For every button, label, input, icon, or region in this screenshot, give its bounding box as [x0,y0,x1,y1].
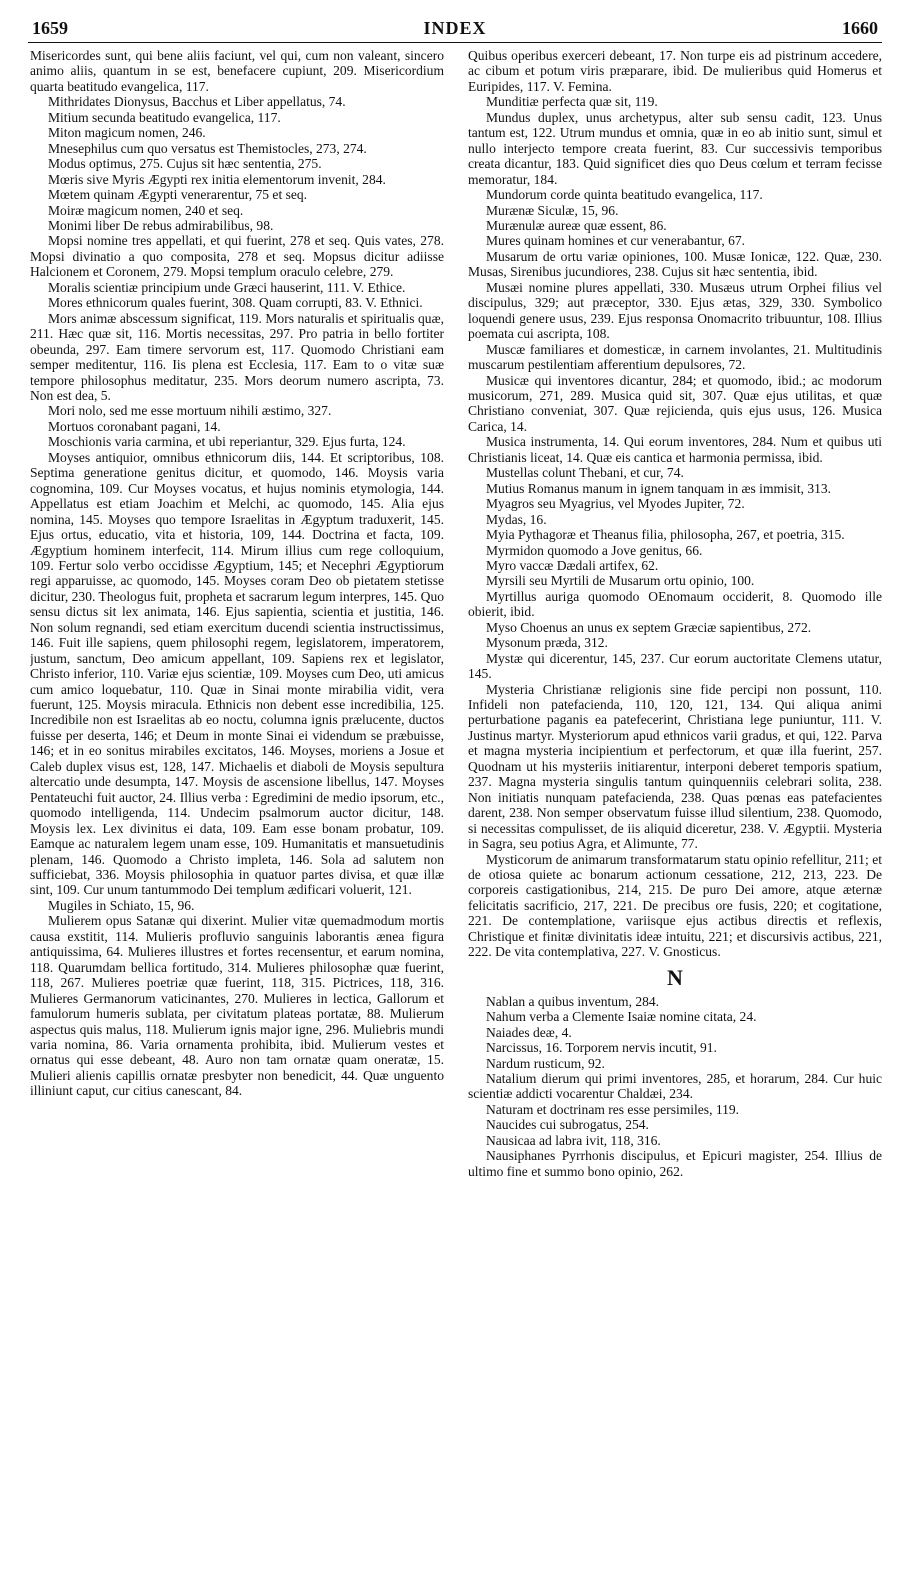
index-entry: Mydas, 16. [486,511,547,527]
index-entry: Nausicaa ad labra ivit, 118, 316. [486,1132,661,1148]
index-entry: Moiræ magicum nomen, 240 et seq. [48,202,244,218]
index-entry: Munditiæ perfecta quæ sit, 119. [486,94,658,110]
index-entry: Mugiles in Schiato, 15, 96. [48,897,195,913]
index-entries-m-continued [468,48,882,960]
index-entry: Mores ethnicorum quales fuerint, 308. Quam corrupti, 83. V. Ethnici. [48,295,423,311]
index-entries-n [468,994,882,1179]
index-entry: Myia Pythagoræ et Theanus filia, philosopha, 267, et poetria, 315. [486,527,845,543]
index-column-left [30,48,444,1573]
index-entry: Myrsili seu Myrtili de Musarum ortu opinio, 100. [486,573,755,589]
index-entry: Quibus operibus exerceri debeant, 17. Non turpe eis ad pistrinum accedere, ac cibum et potum viris præparare, ibid. De mulieribus quid Homerus et Euripides, 117. V. Femina. [468,48,882,94]
section-letter-n: N [667,964,683,990]
index-entry: Moschionis varia carmina, et ubi reperiantur, 329. Ejus furta, 124. [48,434,406,450]
index-entry: Mundorum corde quinta beatitudo evangelica, 117. [486,187,763,203]
index-entry: Mysteria Christianæ religionis sine fide percipi non possunt, 110. Infideli non patefacienda, 110, 120, 121, 134. Qui aliqua animi perturbatione paganis ea patefecerint, Christiana lege puniuntur, 111. V. Justinus martyr. Mysteriorum apud ethnicos varii gradus, et qui, 122. Parva et magna mysteria incipientium et perfectorum, et quæ illa fuerint, 257. Quodnam ut his mysteriis initiarentur, interponi deberet temporis spatium, 237. Magna mysteria singulis tantum quinquenniis celebrari solita, 238. Non initiatis nunquam patefacienda, 238. Quas pœnas eas patefacientes darent, 238. Non semper observatum fuisse illud silentium, 238. Quomodo, si necessitas compulisset, de iis aliquid diceretur, 238. V. Ægyptii. Mysteria in Sagra, seu potius Agra, et Alimunte, 77. [468,681,882,852]
index-entry: Mulierem opus Satanæ qui dixerint. Mulier vitæ quemadmodum mortis causa exstitit, 114. Mulieris profluvio sanguinis laborantis ænea figura antiquissima, 64. Mulieres illustres et fortes recensentur, et earum nomina, 118. Quarumdam bellica fortitudo, 314. Mulieres philosophæ quæ fuerint, 118, 267. Mulieres poetriæ quæ fuerint, 118, 315. Pictrices, 118, 316. Mulieres Germanorum vaticinantes, 270. Mulieres in lectica, Gallorum et famulorum humeris sublata, per civitatum plateas portatæ, 88. Mulierum aspectus quis malus, 118. Mulierum ignis major igne, 296. Muliebris mundi varia nomina, 86. Varia ornamenta prohibita, ibid. Mulierum vestes et ornatus qui esse debeant, 48. Auro non tam ornatæ quam oneratæ, 15. Mulieri alienis capillis ornatæ presbyter non benedicit, 44. Quæ unguento illiniunt caput, cur citius canescant, 84. [30,913,444,1099]
index-entry: Monimi liber De rebus admirabilibus, 98. [48,217,274,233]
index-column-right [468,48,882,1573]
index-entry: Musicæ qui inventores dicantur, 284; et quomodo, ibid.; ac modorum musicorum, 271, 289. Musica quid sit, 307. Quæ ejus utilitas, et quæ Christiano conveniat, 307. Quæ rejicienda, quis ejus usus, 126. Musica Carica, 14. [468,372,882,434]
index-entry: Misericordes sunt, qui bene aliis faciunt, vel qui, cum non valeant, sincero animo aliis, quantum in se est, benefacere cupiunt, 209. Misericordium quarta beatitudo evangelica, 117. [30,48,444,94]
index-entry: Mysticorum de animarum transformatarum statu opinio refellitur, 211; et de otiosa quiete ac bonarum actionum cessatione, 212, 213, 223. De corporeis castigationibus, 214, 215. De puro Dei amore, atque æternæ felicitatis sacrificio, 217, 221. De precibus ore fusis, 220; et cogitatione, 221. De contemplatione, variisque ejus actibus directis et reflexis, Christique et finitæ divinitatis ideæ intuitu, 221; et discursivis actibus, 221, 222. De vita contemplativa, 227. V. Gnosticus. [468,851,882,960]
index-entry: Myagros seu Myagrius, vel Myodes Jupiter, 72. [486,496,745,512]
index-entry: Mundus duplex, unus archetypus, alter sub sensu cadit, 123. Unus tantum est, 122. Utrum mundus et omnia, quæ in eo ab initio sunt, simul et nullo interjecto tempore creata fuerint, 83. Cur successivis temporibus creata dicantur, 183. Quid significet dies quo Deus cœlum et terram fecisse memoratur, 184. [468,109,882,187]
index-entry: Mors animæ abscessum significat, 119. Mors naturalis et spiritualis quæ, 211. Hæc quæ sit, 116. Mortis necessitas, 297. Pro patria in bello fortiter obeunda, 297. Eam timere servorum est, 117. Quomodo Christiani eam semper meditentur, 116. Iis plena est Ecclesia, 117. Eam to o vitæ suæ tempore philosophus meditatur, 235. Mors deorum numero ascripta, 73. Non est dea, 5. [30,310,444,403]
index-entry: Miton magicum nomen, 246. [48,125,206,141]
index-entry: Narcissus, 16. Torporem nervis incutit, 91. [486,1040,717,1056]
index-entry: Nausiphanes Pyrrhonis discipulus, et Epicuri magister, 254. Illius de ultimo fine et summo bono opinio, 262. [468,1148,882,1179]
index-entry: Mopsi nomine tres appellati, et qui fuerint, 278 et seq. Quis vates, 278. Mopsi divinatio a quo composita, 278 et seq. Mopsus dicitur adiisse Halcionem et Coronem, 279. Mopsi templum oraculo celebre, 279. [30,233,444,280]
index-entry: Mnesephilus cum quo versatus est Themistocles, 273, 274. [48,140,367,156]
index-entry: Moralis scientiæ principium unde Græci hauserint, 111. V. Ethice. [48,279,406,295]
index-entry: Nablan a quibus inventum, 284. [486,993,660,1009]
index-entry: Mortuos coronabant pagani, 14. [48,418,221,434]
index-entry: Naucides cui subrogatus, 254. [486,1117,649,1133]
index-entry: Modus optimus, 275. Cujus sit hæc sententia, 275. [48,156,322,172]
index-entry: Murænæ Siculæ, 15, 96. [486,202,619,218]
index-entry: Musæi nomine plures appellati, 330. Musæus utrum Orphei filius vel discipulus, 329; aut præceptor, 330. Ejus ætas, 329, 330. Symbolico loquendi genere usus, 239. Ejus responsa Onomacrito tribuuntur, 108. Illius poemata cui ascripta, 108. [468,279,882,342]
index-entry: Musarum de ortu variæ opiniones, 100. Musæ Ionicæ, 122. Quæ, 230. Musas, Sirenibus jucundiores, 238. Cujus sit hæc sententia, ibid. [468,248,882,280]
page-number-right: 1660 [842,18,878,38]
index-entry: Musica instrumenta, 14. Qui eorum inventores, 284. Num et quibus uti Christianis liceat, 14. Quæ eis cantica et harmonia permissa, ibid. [468,434,882,465]
index-entry: Myso Choenus an unus ex septem Græciæ sapientibus, 272. [486,619,812,635]
index-entry: Mutius Romanus manum in ignem tanquam in æs immisit, 313. [486,480,832,496]
index-entry: Mithridates Dionysus, Bacchus et Liber appellatus, 74. [48,94,346,110]
index-entry: Mures quinam homines et cur venerabantur, 67. [486,233,746,249]
index-entry: Mysonum præda, 312. [486,635,608,651]
index-entry: Mœtem quinam Ægypti venerarentur, 75 et seq. [48,187,308,203]
index-entry: Mystæ qui dicerentur, 145, 237. Cur eorum auctoritate Clemens utatur, 145. [468,650,882,682]
index-entry: Nardum rusticum, 92. [486,1055,605,1071]
index-entry: Murænulæ aureæ quæ essent, 86. [486,217,667,233]
index-entry: Myrtillus auriga quomodo OEnomaum occiderit, 8. Quomodo ille obierit, ibid. [468,588,882,620]
index-entry: Mori nolo, sed me esse mortuum nihili æstimo, 327. [48,403,332,419]
index-entry: Naturam et doctrinam res esse persimiles, 119. [486,1101,740,1117]
index-entry: Muscæ familiares et domesticæ, in carnem involantes, 21. Multitudinis muscarum pestilentiam afferentium depulsores, 72. [468,341,882,373]
index-entry: Myrmidon quomodo a Jove genitus, 66. [486,542,703,558]
index-entry: Mœris sive Myris Ægypti rex initia elementorum invenit, 284. [48,171,386,187]
index-entry: Naiades deæ, 4. [486,1024,572,1040]
page-header [28,16,882,43]
index-entry: Myro vaccæ Dædali artifex, 62. [486,557,659,573]
index-entry: Moyses antiquior, omnibus ethnicorum diis, 144. Et scriptoribus, 108. Septima generatione genitus dicitur, et quomodo, 146. Moysis varia cognomina, 109. Cur Moyses vocatus, et hujus nominis etymologia, 144. Appellatus est etiam Joachim et Melchi, ac quomodo, 145. Alia ejus nomina, 145. Moyses quo tempore Israelitas in Ægyptum traduxerit, 145. Ejus ortus, educatio, vita et historia, 109, 144. Doctrina et facta, 109. Ægyptium hominem interfecit, 114. Mirum illius cum rege colloquium, 109. Fertur solo verbo occidisse Ægyptium, 145; et Necephri Ægyptiorum regi apparuisse, ac quomodo, 145. Moyses coram Deo ob pietatem stetisse dicitur, 230. Theologus fuit, propheta et sacrarum legum interpres, 145. Quo sensu dictus sit lex animata, 146. Ejus sapientia, scientia et justitia, 146. Non solum regnandi, sed etiam exercitum ducendi scientia instructissimus, 146. Fuit ille sapiens, quem philosophi regem, legislatorem, imperatorem, justum, sanctum, Deo amicum appellant, 109. Sapiens rex et legislator, Christo inferior, 110. Variæ ejus scientiæ, 109. Moyses cum Deo, uti amicus cum amico loquebatur, 110. Quæ in Sinai monte mirabilia vidit, vera fuerunt, 125. Moysis miracula. Ethnicis non debent esse incredibilia, 125. Incredibile non est Israelitas ab eo noctu, columna ignis prælucente, ductos fuisse per deserta, 146; et Deum in monte Sinai ei videndum se præbuisse, 146; et in eo sonitus mirabiles excitatos, 146. Moyses, moriens a Josue et Caleb duplex visus est, 128, 147. Michaelis et diaboli de Moysis sepultura altercatio unde desumpta, 147. Moysis de ascensione libellus, 147. Moyses Pentateuchi fuit auctor, 24. Illius verba : Egredimini de medio ipsorum, etc., quomodo intelligenda, 114. Undecim psalmorum auctor dicitur, 148. Moysis lex. Lex divinitus ei data, 109. Eam esse bonam probatur, 109. Eamque ac naturalem legem unam esse, 109. Humanitatis et mansuetudinis plenam, 146. Quomodo a Christo impleta, 146. Sola ad salutem non sufficiebat, 336. Moysis philosophia in quatuor partes divisa, et quæ illæ sint, 109. Cur unum tantummodo Dei templum ædificari voluerit, 121. [30,449,444,898]
running-title: INDEX [423,18,487,38]
index-entry: Mitium secunda beatitudo evangelica, 117. [48,109,281,125]
page-number-left: 1659 [32,18,68,38]
index-entry: Mustellas colunt Thebani, et cur, 74. [486,465,684,481]
index-entry: Natalium dierum qui primi inventores, 285, et horarum, 284. Cur huic scientiæ addicti vocarentur Chaldæi, 234. [468,1071,882,1102]
index-entry: Nahum verba a Clemente Isaiæ nomine citata, 24. [486,1009,757,1025]
